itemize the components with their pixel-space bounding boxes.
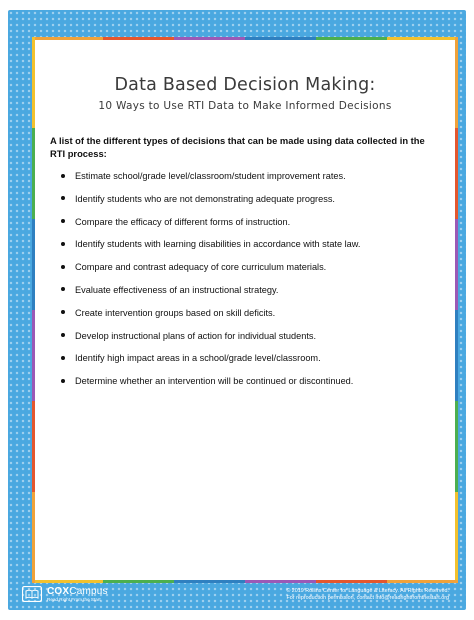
decision-list (54, 170, 444, 398)
list-item (54, 307, 444, 330)
list-item-text: Compare the efficacy of different forms of instruction. (75, 216, 291, 227)
bullet-dot-icon (61, 242, 65, 246)
list-item (54, 170, 444, 193)
list-item-text: Develop instructional plans of action for individual students. (75, 330, 317, 341)
list-item-text: Determine whether an intervention will be continued or discontinued. (75, 376, 354, 387)
logo-brand-name: Campus (69, 585, 108, 597)
bullet-dot-icon (61, 219, 65, 223)
logo-tagline: Read Right From the Start (47, 596, 101, 602)
page-frame (8, 10, 466, 610)
bullet-dot-icon (61, 379, 65, 383)
list-item-text: Create intervention groups based on skill deficits. (75, 307, 276, 318)
top-color-stripe (32, 37, 458, 40)
list-item-text: Identify students with learning disabilities in accordance with state law. (75, 239, 361, 250)
list-item (54, 238, 444, 261)
list-item-text: Compare and contrast adequacy of core curriculum materials. (75, 262, 327, 273)
bullet-dot-icon (61, 287, 65, 291)
left-color-stripe (32, 37, 35, 583)
list-item-text: Estimate school/grade level/classroom/student improvement rates. (75, 171, 346, 181)
list-item (54, 193, 444, 216)
cox-campus-logo (22, 583, 108, 605)
document-subtitle: 10 Ways to Use RTI Data to Make Informed Decisions (98, 100, 392, 112)
list-item (54, 284, 444, 307)
list-item (54, 352, 444, 375)
list-item (54, 330, 444, 353)
bullet-dot-icon (61, 265, 65, 269)
bullet-dot-icon (61, 333, 65, 337)
bullet-dot-icon (61, 174, 65, 178)
logo-brand-prefix: COX (47, 585, 70, 597)
right-color-stripe (455, 37, 458, 583)
document-sheet (32, 37, 458, 583)
list-item (54, 216, 444, 239)
list-item-text: Identify high impact areas in a school/grade level/classroom. (75, 353, 321, 364)
document-title: Data Based Decision Making: (114, 75, 376, 95)
bullet-dot-icon (61, 356, 65, 360)
permission-line: For reproduction permission, contact info@readrightfromthestart.org (286, 595, 449, 602)
copyright-notice (286, 588, 449, 602)
list-item (54, 375, 444, 398)
intro-text: A list of the different types of decisions that can be made using data collected in the RTI process: (50, 135, 425, 159)
copyright-line: © 2019 Rollins Center for Language & Literacy. All Rights Reserved. (286, 588, 449, 594)
open-book-icon (22, 586, 42, 602)
list-item (54, 261, 444, 284)
logo-brand-text (47, 586, 108, 597)
list-item-text: Evaluate effectiveness of an instructional strategy. (75, 284, 279, 295)
list-item-text: Identify students who are not demonstrating adequate progress. (75, 193, 335, 204)
bullet-dot-icon (61, 196, 65, 200)
bullet-dot-icon (61, 310, 65, 314)
